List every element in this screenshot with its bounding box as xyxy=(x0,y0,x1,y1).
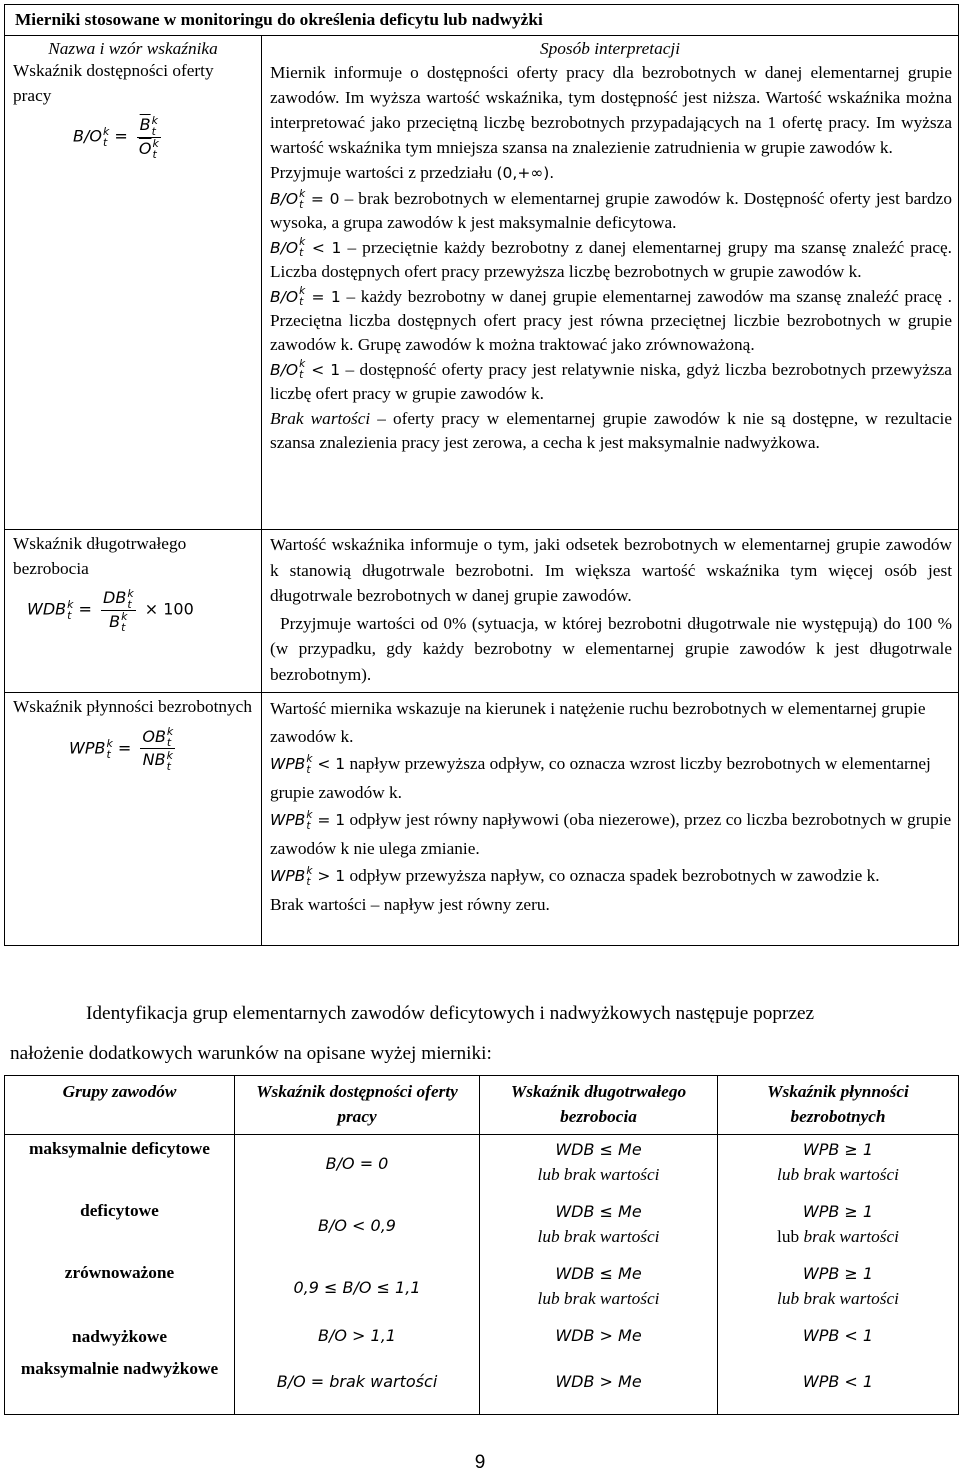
interpretation-cell xyxy=(262,693,959,946)
group-name: zrównoważone xyxy=(5,1259,235,1321)
case-item: Brak wartości – oferty pracy w elementarnej grupie zawodów k nie są dostępne, w rezultacie szansa znalezienia pracy jest zerowa, a cecha k jest maksymalnie nadwyżkowa. xyxy=(270,408,952,453)
wpb-condition: WPB ≥ 1 xyxy=(802,1263,874,1283)
group-name: deficytowe xyxy=(5,1197,235,1259)
lub-note: lub brak wartości xyxy=(537,1288,660,1308)
interpretation-cell xyxy=(262,530,959,693)
table-title: Mierniki stosowane w monitoringu do określenia deficytu lub nadwyżki xyxy=(5,5,959,36)
bo-condition: 0,9 ≤ B/O ≤ 1,1 xyxy=(293,1277,421,1297)
description-text: Miernik informuje o dostępności oferty pracy dla bezrobotnych w danej elementarnej grupie zawodów. Im wyższa wartość wskaźnika, tym dostępność jest niższa. Wartość wskaźnika można interpretować jako przeciętną liczbę bezrobotnych przypadających na 1 ofertę pracy. Im wyższa wartość wskaźnika tym mniejsza szansa na znalezienie zatrudnienia w grupie zawodów k. xyxy=(270,63,952,157)
case-item: B/O k t < 1 – przeciętnie każdy bezrobotny z danej elementarnej grupy ma szansę znaleźć pracę. Liczba dostępnych ofert pracy przewyższa liczbę bezrobotnych w grupie zawodów k. xyxy=(270,236,953,282)
col-header-groups: Grupy zawodów xyxy=(5,1076,235,1135)
case-item: B/O k t < 1 – dostępność oferty pracy jest relatywnie niska, gdyż liczba bezrobotnych przewyższa liczbę ofert pracy w grupie zawodów k. xyxy=(270,358,952,404)
lub-note: lub brak wartości xyxy=(537,1226,660,1246)
wdb-condition: WDB ≤ Me xyxy=(555,1140,642,1159)
wdb-condition: WDB ≤ Me xyxy=(555,1201,642,1221)
wdb-condition: WDB > Me xyxy=(555,1371,642,1391)
bo-condition: B/O = brak wartości xyxy=(276,1371,438,1391)
indicator-name: Wskaźnik płynności bezrobotnych xyxy=(13,697,252,717)
wpb-condition: WPB ≥ 1 xyxy=(802,1201,874,1221)
case-item: WPB k t > 1 odpływ przewyższa napływ, co oznacza spadek bezrobotnych w zawodzie k. xyxy=(270,864,880,888)
table-row xyxy=(5,1321,959,1355)
col-header-name: Nazwa i wzór wskaźnika xyxy=(5,36,262,60)
table-row xyxy=(5,1197,959,1259)
wpb-condition: WPB < 1 xyxy=(802,1325,874,1345)
bo-condition: B/O > 1,1 xyxy=(318,1325,396,1345)
case-item: WPB k t < 1 napływ przewyższa odpływ, co oznacza wzrost liczby bezrobotnych w elementarnej grupie zawodów k. xyxy=(270,752,931,802)
group-name: nadwyżkowe xyxy=(5,1321,235,1355)
col-header-wpb: Wskaźnik płynności bezrobotnych xyxy=(718,1076,959,1135)
indicator-name: Wskaźnik dostępności oferty pracy xyxy=(13,61,214,105)
table-row xyxy=(5,59,959,530)
case-item: B/O k t = 0 – brak bezrobotnych w elementarnej grupie zawodów k. Dostępność oferty jest bardzo wysoka, a grupa zawodów k jest maksymalnie deficytowa. xyxy=(270,187,952,233)
range-text: Przyjmuje wartości z przedziału (0,+∞). xyxy=(270,162,555,182)
lub-note: lub brak wartości xyxy=(537,1165,660,1184)
table-row xyxy=(5,1135,959,1197)
bo-condition: B/O = 0 xyxy=(325,1154,389,1173)
indicator-formula: B/O k t = $\overline{B}$ k t $\overline{O}$ k t xyxy=(73,113,159,162)
table-row xyxy=(5,530,959,693)
case-item: B/O k t = 1 – każdy bezrobotny w danej grupie elementarnej zawodów ma szansę znaleźć pracę . Przeciętna liczba dostępnych ofert pracy jest równa przeciętnej liczbie bezrobotnych w grupie zawodów k. Grupę zawodów k można traktować jako zrównoważoną. xyxy=(270,285,953,355)
wdb-condition: WDB ≤ Me xyxy=(555,1263,642,1283)
bo-condition: B/O < 0,9 xyxy=(318,1215,396,1235)
indicator-formula: WDB k t = DB k t B k t × 100 xyxy=(27,586,194,635)
group-name: maksymalnie nadwyżkowe xyxy=(5,1355,235,1415)
case-item: Brak wartości – napływ jest równy zeru. xyxy=(270,894,550,914)
indicators-table xyxy=(4,4,959,946)
wpb-condition: WPB < 1 xyxy=(802,1371,874,1391)
case-item: WPB k t = 1 odpływ jest równy napływowi (oba niezerowe), przez co liczba bezrobotnych w grupie zawodów k nie ulega zmianie. xyxy=(270,808,952,858)
lub-note: lub brak wartości xyxy=(777,1165,899,1184)
table-row xyxy=(5,1355,959,1415)
interpretation-cell xyxy=(262,59,959,530)
lub-note: lub brak wartości xyxy=(777,1288,899,1308)
lub-note: lub brak wartości xyxy=(777,1226,899,1246)
range-text: Przyjmuje wartości od 0% (sytuacja, w której bezrobotni długotrwale nie występują) do 100 % (w przypadku, gdy każdy bezrobotny w elementarnej grupie zawodów k jest długotrwale bezrobotnym). xyxy=(270,613,952,684)
groups-table xyxy=(4,1075,959,1415)
col-header-wdb: Wskaźnik długotrwałego bezrobocia xyxy=(480,1076,718,1135)
col-header-bo: Wskaźnik dostępności oferty pracy xyxy=(235,1076,480,1135)
description-text: Wartość wskaźnika informuje o tym, jaki odsetek bezrobotnych w elementarnej grupie zawodów k stanowią długotrwale bezrobotni. Im większa wartość wskaźnika tym więcej osób jest długotrwale bezrobotnych w danej grupie zawodów. xyxy=(270,535,952,606)
indicator-name: Wskaźnik długotrwałego bezrobocia xyxy=(13,534,187,578)
table-row xyxy=(5,1259,959,1321)
group-name: maksymalnie deficytowe xyxy=(5,1135,235,1197)
page-number: 9 xyxy=(474,1452,486,1473)
wdb-condition: WDB > Me xyxy=(555,1325,642,1345)
wpb-condition: WPB ≥ 1 xyxy=(802,1140,874,1159)
indicator-formula: WPB k t = OB k t NB k t xyxy=(69,725,174,773)
body-paragraph: Identyfikacja grup elementarnych zawodów deficytowych i nadwyżkowych następuje poprzez nałożenie dodatkowych warunków na opisane wyżej mierniki: xyxy=(10,1003,815,1064)
col-header-interpretation: Sposób interpretacji xyxy=(262,36,959,60)
description-text: Wartość miernika wskazuje na kierunek i natężenie ruchu bezrobotnych w elementarnej grupie zawodów k. xyxy=(270,699,926,746)
table-row xyxy=(5,693,959,946)
